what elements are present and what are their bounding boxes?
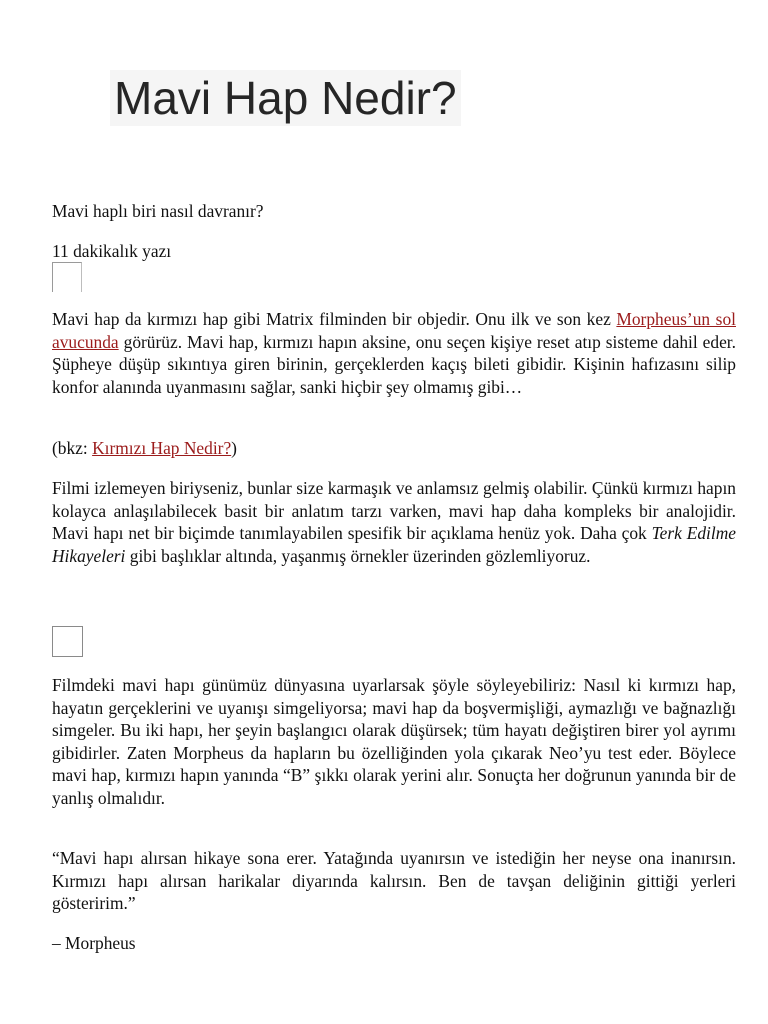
image-placeholder-2 bbox=[52, 626, 83, 657]
abandonment-stories-term: Terk Edilme Hikayeleri bbox=[52, 523, 737, 566]
image-placeholder bbox=[52, 262, 82, 292]
quote-attribution: – Morpheus bbox=[52, 933, 136, 953]
paragraph-modern-world: Filmdeki mavi hapı günümüz dünyasına uyarlarsak şöyle söyleyebiliriz: Nasıl ki kırmızı hap, hayatın gerçeklerini ve uyanışı simgeliyorsa; mavi hap da boşvermişliği, aymazlığı ve bağnazlığı simgeler. Bu iki hapı, her şeyin başlangıcı olarak düşürsek; tüm hayatı değiştiren birer yol ayrımı gibidirler. Zaten Morpheus da hapların bu özelliğinden yola çıkarak Neo’yu test eder. Böylece mavi hap, kırmızı hapın yanında “B” şıkkı olarak yerini alır. Sonuçta her doğrunun yanında bir de yanlış olmalıdır. bbox=[52, 675, 736, 808]
paragraph-explanation bbox=[52, 477, 736, 567]
paragraph-explanation-text-end: gibi başlıklar altında, yaşanmış örnekler üzerinden gözlemliyoruz. bbox=[125, 545, 591, 566]
paragraph-intro-text-end: görürüz. Mavi hap, kırmızı hapın aksine, onu seçen kişiye reset atıp sisteme dahil eder. Şüpheye düşüp sıkıntıya giren birinin, gerçeklerden kaçış bileti gibidir. Kişinin hafızasını silip konfor alanında uyanmasını sağlar, sanki hiçbir şey olmamış gibi… bbox=[52, 331, 736, 397]
page-title: Mavi Hap Nedir? bbox=[110, 70, 461, 126]
reference-line bbox=[52, 437, 736, 460]
reference-suffix: ) bbox=[231, 438, 237, 458]
reference-prefix: (bkz: bbox=[52, 438, 93, 458]
red-pill-link[interactable]: Kırmızı Hap Nedir? bbox=[92, 438, 232, 458]
read-time: 11 dakikalık yazı bbox=[52, 241, 172, 261]
subtitle: Mavi haplı biri nasıl davranır? bbox=[52, 201, 264, 221]
quote: “Mavi hapı alırsan hikaye sona erer. Yatağında uyanırsın ve istediğin her neyse ona inanırsın. Kırmızı hapı alırsan harikalar diyarında kalırsın. Ben de tavşan deliğinin gittiği yerleri gösteririm.” bbox=[52, 848, 736, 913]
paragraph-intro bbox=[52, 308, 736, 398]
paragraph-intro-text: Mavi hap da kırmızı hap gibi Matrix filminden bir objedir. Onu ilk ve son kez bbox=[52, 309, 617, 329]
paragraph-explanation-text: Filmi izlemeyen biriyseniz, bunlar size karmaşık ve anlamsız gelmiş olabilir. Çünkü kırmızı hapın kolayca anlaşılabilecek basit bir anlatım tarzı varken, mavi hap daha kompleks bir analojidir. Mavi hapı net bir biçimde tanımlayabilen spesifik bir açıklama henüz yok. Daha çok bbox=[52, 478, 736, 543]
morpheus-palm-link[interactable]: Morpheus’un sol avucunda bbox=[52, 309, 736, 352]
